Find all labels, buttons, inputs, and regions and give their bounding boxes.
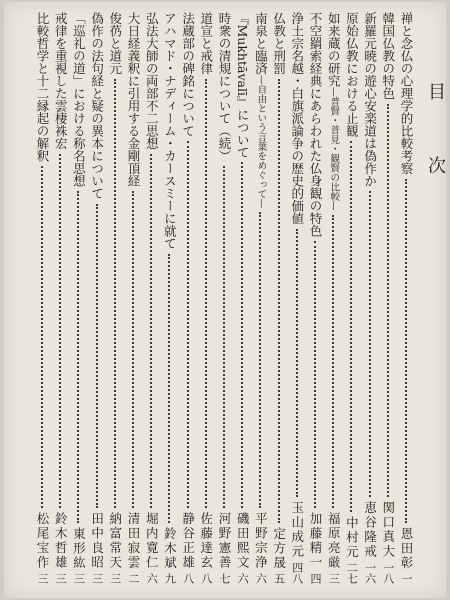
entry-author: 松尾宝作 [35,512,50,570]
dot-leader [41,166,43,508]
dot-leader [77,191,79,523]
dot-leader [96,204,98,509]
entry-title: 戒律を重視した雲棲袾宏 [53,12,69,150]
entry-author: 中村元 [344,515,360,559]
entry-page-number: 三 [36,573,49,584]
entry-page-number: 六 [145,573,159,584]
dot-leader [223,166,225,508]
toc-entry [252,12,268,584]
entry-page-number: 一六 [363,562,377,584]
entry-page-number: 一 [400,573,413,584]
toc-entry [34,12,50,584]
entry-author: 鈴木斌 [162,526,178,570]
entry-page-number: 四八 [290,562,304,584]
toc-entry [271,12,287,584]
dot-leader [150,154,152,509]
toc-entry [143,12,159,584]
toc-entry [52,12,68,584]
page-heading: 目次 [425,82,446,230]
toc-entry [362,12,378,584]
entry-author: 関口真大 [380,501,396,559]
toc-entry [398,12,414,584]
entry-page-number: 二七 [345,562,359,584]
entry-title: 如来蔵の研究 [326,12,342,87]
toc-entry [380,12,396,584]
toc-entry [216,12,232,584]
entry-page-number: 三 [72,573,86,584]
entry-title: 南泉と臨済 [253,12,269,75]
toc-entry [89,12,105,584]
toc-entry [325,12,341,584]
entry-author: 定方晟 [271,526,287,570]
entry-title: 仏教と刑罰 [271,12,287,75]
dot-leader [278,79,280,523]
entry-page-number: 八 [199,573,213,584]
dot-leader [241,162,243,508]
entry-title: 「巡礼の道」における称名思想 [71,12,87,187]
entry-title: 弘法大師の両部不二思想 [144,12,160,150]
toc-entry [234,12,250,584]
entry-author: 東形紘 [71,526,87,570]
dot-leader [369,191,371,497]
toc-entry [343,12,359,584]
entry-page-number: 三 [54,573,68,584]
entry-author: 恩田彰 [399,526,414,570]
entry-author: 福原亮厳 [326,512,342,570]
entry-title: 俊芿と道元 [107,12,123,75]
dot-leader [332,215,334,509]
entry-title: 韓国仏教の特色 [380,12,396,100]
entry-title: 浄土宗名越・白旗派論争の歴史的価値 [289,12,305,225]
entry-page-number: 一八 [381,562,395,584]
entry-author: 鈴木哲雄 [53,512,69,570]
dot-leader [314,241,316,508]
toc-entry [161,12,177,584]
book-page [4,2,446,598]
entry-author: 静谷正雄 [180,512,196,570]
entry-page-number: 六 [254,573,268,584]
dot-leader [132,191,134,508]
dot-leader [296,229,298,498]
entry-author: 田中良昭 [89,512,105,570]
entry-page-number: 四 [309,573,322,584]
entry-subtitle: —自由という言葉をめぐって— [255,74,267,208]
entry-author: 平野宗浄 [253,512,269,570]
toc-entry [107,12,123,584]
entry-author: 玉山成元 [289,501,305,559]
dot-leader [187,141,189,508]
entry-author: 佐藤達玄 [198,512,214,570]
entry-page-number: 九 [163,573,177,584]
entry-author: 加藤精一 [308,512,323,570]
dot-leader [405,179,407,523]
dot-leader [350,141,352,512]
entry-title: 不空羂索経典にあらわれた仏身観の特色 [308,12,323,237]
entry-author: 清田寂雲 [126,512,141,570]
entry-title: 法蔵部の碑銘について [180,12,196,137]
entry-title: 偽作の法句経と疑の異本について [89,12,105,200]
toc-entry [198,12,214,584]
entry-page-number: 七 [218,573,231,584]
toc-entry [70,12,86,584]
dot-leader [387,104,389,498]
entry-page-number: 六 [236,573,250,584]
entry-page-number: 八 [181,573,195,584]
entry-author: 恵谷隆戒 [362,501,378,559]
entry-title: 『Mukhtāvalī』について [235,12,251,159]
toc-entry [307,12,323,584]
entry-title: 禅と念仏の心理学的比較考察 [399,12,414,175]
entry-author: 堀内寛仁 [144,512,160,570]
dot-leader [205,79,207,509]
entry-title: 原始仏教における止観 [344,12,360,137]
toc-entry [125,12,141,584]
entry-subtitle: —普賢・普見・観賢の比較— [328,87,340,211]
entry-title: 新羅元暁の遊心安楽道は偽作か [362,12,378,187]
toc-entry [180,12,196,584]
entry-author: 納富常天 [107,512,123,570]
toc-entry [289,12,305,584]
entry-page-number: 三 [90,573,104,584]
entry-title: 時衆の清規について（続） [217,12,232,162]
dot-leader [59,154,61,509]
entry-title: 道宣と戒律 [198,12,214,75]
entry-author: 河野憲善 [217,512,232,570]
entry-page-number: 五 [272,573,286,584]
entry-page-number: 三 [108,573,122,584]
dot-leader [168,254,170,523]
entry-title: アハマド・ナディーム・カースミーに就て [162,12,178,250]
dot-leader [114,79,116,509]
entry-page-number: 二 [127,573,140,584]
entry-author: 磯田熙文 [235,512,251,570]
entry-title: 大日経義釈に引用する金剛頂経 [126,12,141,187]
table-of-contents [18,2,446,598]
entry-title: 比較哲学と十二縁起の解釈 [35,12,50,162]
entry-page-number: 三 [327,573,341,584]
dot-leader [259,212,261,509]
